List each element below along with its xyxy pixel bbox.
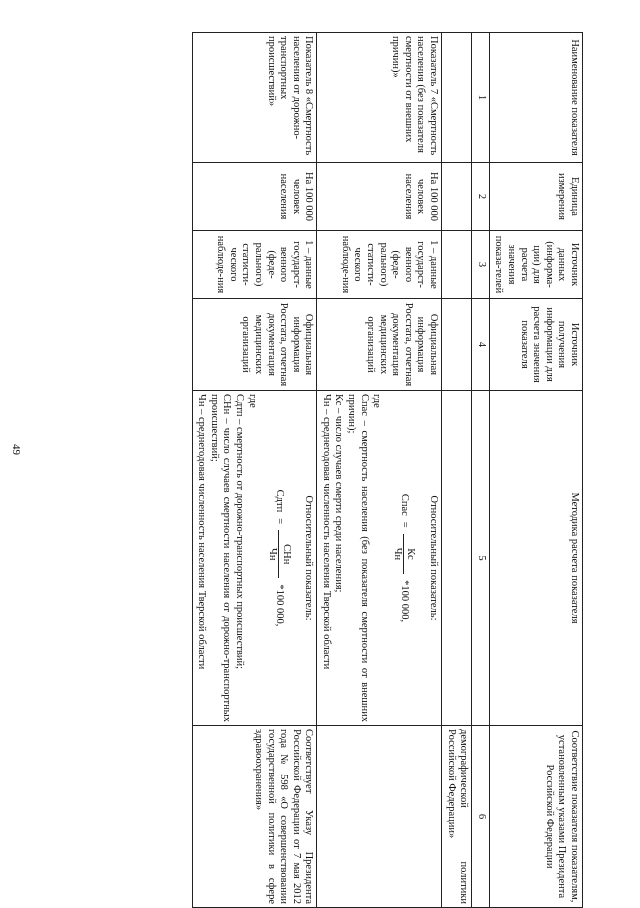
method-formula (390, 394, 416, 722)
formula-eq: = (273, 518, 285, 525)
method-intro: Относительный показатель: (303, 495, 315, 621)
header-name: Наименование показателя (489, 33, 582, 163)
formula-denominator: Чн (267, 548, 279, 561)
table-row (192, 33, 317, 908)
method-where: где (371, 394, 383, 408)
header-method: Методика расчета показателя (489, 391, 582, 726)
header-row (489, 33, 582, 908)
indicator-unit: На 100 000 человек населения (192, 163, 317, 231)
formula-lhs: Спас (398, 493, 410, 516)
rotated-page (83, 32, 583, 907)
formula-denominator: Чн (391, 547, 403, 561)
method-definition: Чн – среднегодовая численность населения Тверской области (196, 394, 208, 670)
formula-fraction (266, 530, 292, 578)
indicator-compliance (317, 726, 442, 908)
header-source-info: Источник получения информации для расчета значения показателя (489, 299, 582, 391)
method-definition: Спас – смертность населения (без показателя смертности от внешних причин); (346, 394, 370, 722)
method-intro: Относительный показатель: (428, 495, 440, 621)
table-row (317, 33, 442, 908)
formula-multiplier: *100 000, (273, 584, 285, 627)
indicators-table (192, 32, 583, 908)
formula-multiplier: *100 000, (398, 580, 410, 623)
column-number: 2 (472, 163, 490, 231)
method-definition: СНн – число случаев смертности населения от дорожно-транспортных происшествий; (208, 394, 233, 722)
method-definition: Чн – среднегодовая численность населения Тверской области (320, 394, 332, 670)
column-number: 5 (472, 391, 490, 726)
formula-numerator: СНн (278, 530, 292, 578)
indicator-compliance: Соответствует Указу Президента Российской Федерации от 7 мая 2012 года № 598 «О совершенствовании государственной политики в сфере здравоохранения» (192, 726, 317, 908)
column-number: 4 (472, 299, 490, 391)
method-where: где (246, 394, 258, 408)
indicator-source-info: Официальная информация Росстата, отчетная документация медицинских организаций (317, 299, 442, 391)
column-number: 6 (472, 726, 490, 908)
header-source-data: Источник данных (информа-ции) для расчета значения показа-телей (489, 231, 582, 299)
indicator-source-info: Официальная информация Росстата, отчетная документация медицинских организаций (192, 299, 317, 391)
formula-fraction (390, 534, 416, 574)
indicator-name: Показатель 8 «Смертность населения от дорожно-транспортных происшествий» (192, 33, 317, 163)
continuation-row (442, 33, 472, 908)
column-number-row (472, 33, 490, 908)
formula-eq: = (398, 521, 410, 528)
column-number: 1 (472, 33, 490, 163)
header-compliance: Соответствие показателя показателям, установленным указами Президента Российской Федерации (489, 726, 582, 908)
indicator-unit: На 100 000 человек населения (317, 163, 442, 231)
method-definition: Сдтп – смертность от дорожно-транспортных происшествий; (233, 394, 245, 670)
method-formula (266, 394, 292, 722)
indicator-name: Показатель 7 «Смертность населения (без показателя смертности от внешних причин)» (317, 33, 442, 163)
indicator-source-data: 1 – данные государст-венного (феде-рального) статисти-ческого наблюде-ния (317, 231, 442, 299)
indicator-method (192, 391, 317, 726)
column-number: 3 (472, 231, 490, 299)
indicator-source-data: 1 – данные государст-венного (феде-рального) статисти-ческого наблюде-ния (192, 231, 317, 299)
method-definition: Кс – число случаев смерти среди населения; (333, 394, 345, 593)
indicator-method (317, 391, 442, 726)
page-number: 49 (10, 444, 22, 455)
header-unit: Единица измерения (489, 163, 582, 231)
continuation-text: демографической политики Российской Федерации» (442, 726, 472, 908)
formula-lhs: Сдтп (273, 489, 285, 513)
formula-numerator: Кс (403, 534, 417, 573)
